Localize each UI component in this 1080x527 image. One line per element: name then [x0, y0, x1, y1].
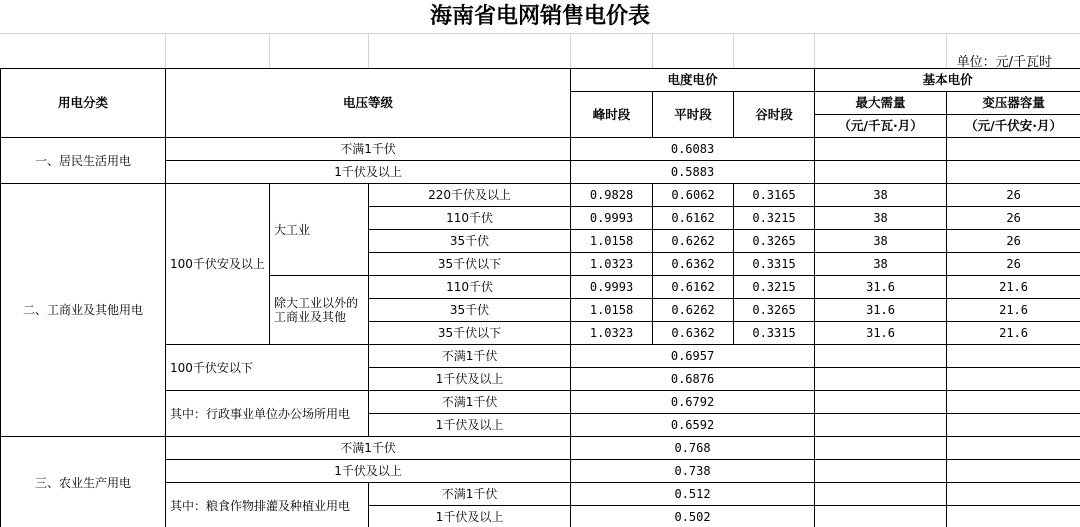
header-voltage: 电压等级 [166, 69, 571, 138]
admin-office-label: 其中：行政事业单位办公场所用电 [166, 391, 369, 437]
demand-cell: 38 [815, 253, 947, 276]
price-cell: 0.768 [571, 437, 815, 460]
subcategory-large-industry: 大工业 [270, 184, 369, 276]
capacity-cell: 21.6 [947, 322, 1080, 345]
demand-cell: 38 [815, 207, 947, 230]
voltage-cell: 1千伏及以上 [369, 414, 571, 437]
flat-cell: 0.6162 [653, 207, 734, 230]
peak-cell: 1.0158 [571, 230, 653, 253]
valley-cell: 0.3265 [734, 299, 815, 322]
flat-cell: 0.6262 [653, 230, 734, 253]
valley-cell: 0.3315 [734, 253, 815, 276]
demand-cell: 38 [815, 184, 947, 207]
valley-cell: 0.3215 [734, 276, 815, 299]
voltage-cell: 35千伏以下 [369, 253, 571, 276]
voltage-cell: 不满1千伏 [166, 437, 571, 460]
header-base-price: 基本电价 [815, 69, 1080, 92]
voltage-cell: 1千伏及以上 [166, 460, 571, 483]
capacity-cell: 26 [947, 184, 1080, 207]
peak-cell: 0.9993 [571, 276, 653, 299]
price-cell: 0.6957 [571, 345, 815, 368]
header-energy-price: 电度电价 [571, 69, 815, 92]
price-table [0, 68, 1080, 527]
voltage-cell: 220千伏及以上 [369, 184, 571, 207]
category-industrial: 二、工商业及其他用电 [1, 184, 166, 437]
voltage-cell: 35千伏 [369, 230, 571, 253]
voltage-cell: 1千伏及以上 [369, 506, 571, 527]
flat-cell: 0.6062 [653, 184, 734, 207]
header-max-demand-unit: （元/千瓦·月） [815, 115, 947, 138]
demand-cell: 38 [815, 230, 947, 253]
voltage-cell: 不满1千伏 [369, 483, 571, 506]
page-title: 海南省电网销售电价表 [429, 3, 650, 29]
price-cell: 0.6792 [571, 391, 815, 414]
price-cell: 0.5883 [571, 161, 815, 184]
valley-cell: 0.3315 [734, 322, 815, 345]
capacity-cell: 21.6 [947, 276, 1080, 299]
peak-cell: 0.9828 [571, 184, 653, 207]
price-cell: 0.6876 [571, 368, 815, 391]
valley-cell: 0.3165 [734, 184, 815, 207]
flat-cell: 0.6362 [653, 322, 734, 345]
voltage-cell: 110千伏 [369, 207, 571, 230]
price-cell: 0.6083 [571, 138, 815, 161]
table-row [1, 138, 1080, 161]
demand-cell: 31.6 [815, 322, 947, 345]
capacity-cell: 26 [947, 207, 1080, 230]
flat-cell: 0.6162 [653, 276, 734, 299]
voltage-cell: 35千伏以下 [369, 322, 571, 345]
voltage-cell: 1千伏及以上 [166, 161, 571, 184]
category-residential: 一、居民生活用电 [1, 138, 166, 184]
header-transformer-unit: （元/千伏安·月） [947, 115, 1080, 138]
category-agriculture: 三、农业生产用电 [1, 437, 166, 527]
capacity-100-over: 100千伏安及以上 [166, 184, 270, 345]
header-transformer: 变压器容量 [947, 92, 1080, 115]
capacity-cell: 26 [947, 253, 1080, 276]
unit-label: 单位：元/千瓦时 [956, 55, 1052, 70]
peak-cell: 0.9993 [571, 207, 653, 230]
table-row [1, 437, 1080, 460]
price-cell: 0.6592 [571, 414, 815, 437]
header-peak: 峰时段 [571, 92, 653, 138]
demand-cell: 31.6 [815, 299, 947, 322]
capacity-cell: 21.6 [947, 299, 1080, 322]
voltage-cell: 110千伏 [369, 276, 571, 299]
capacity-100-under: 100千伏安以下 [166, 345, 369, 391]
demand-cell: 31.6 [815, 276, 947, 299]
voltage-cell: 1千伏及以上 [369, 368, 571, 391]
flat-cell: 0.6262 [653, 299, 734, 322]
flat-cell: 0.6362 [653, 253, 734, 276]
header-flat: 平时段 [653, 92, 734, 138]
subcategory-other-commerce: 除大工业以外的工商业及其他 [270, 276, 369, 345]
peak-cell: 1.0323 [571, 322, 653, 345]
price-cell: 0.512 [571, 483, 815, 506]
voltage-cell: 35千伏 [369, 299, 571, 322]
price-cell: 0.738 [571, 460, 815, 483]
blank-grid-row [0, 33, 1080, 69]
voltage-cell: 不满1千伏 [369, 345, 571, 368]
capacity-cell: 26 [947, 230, 1080, 253]
valley-cell: 0.3215 [734, 207, 815, 230]
header-category: 用电分类 [1, 69, 166, 138]
header-valley: 谷时段 [734, 92, 815, 138]
table-row [1, 184, 1080, 207]
peak-cell: 1.0158 [571, 299, 653, 322]
grain-irrigation-label: 其中：粮食作物排灌及种植业用电 [166, 483, 369, 527]
voltage-cell: 不满1千伏 [369, 391, 571, 414]
voltage-cell: 不满1千伏 [166, 138, 571, 161]
peak-cell: 1.0323 [571, 253, 653, 276]
valley-cell: 0.3265 [734, 230, 815, 253]
header-max-demand: 最大需量 [815, 92, 947, 115]
price-cell: 0.502 [571, 506, 815, 527]
